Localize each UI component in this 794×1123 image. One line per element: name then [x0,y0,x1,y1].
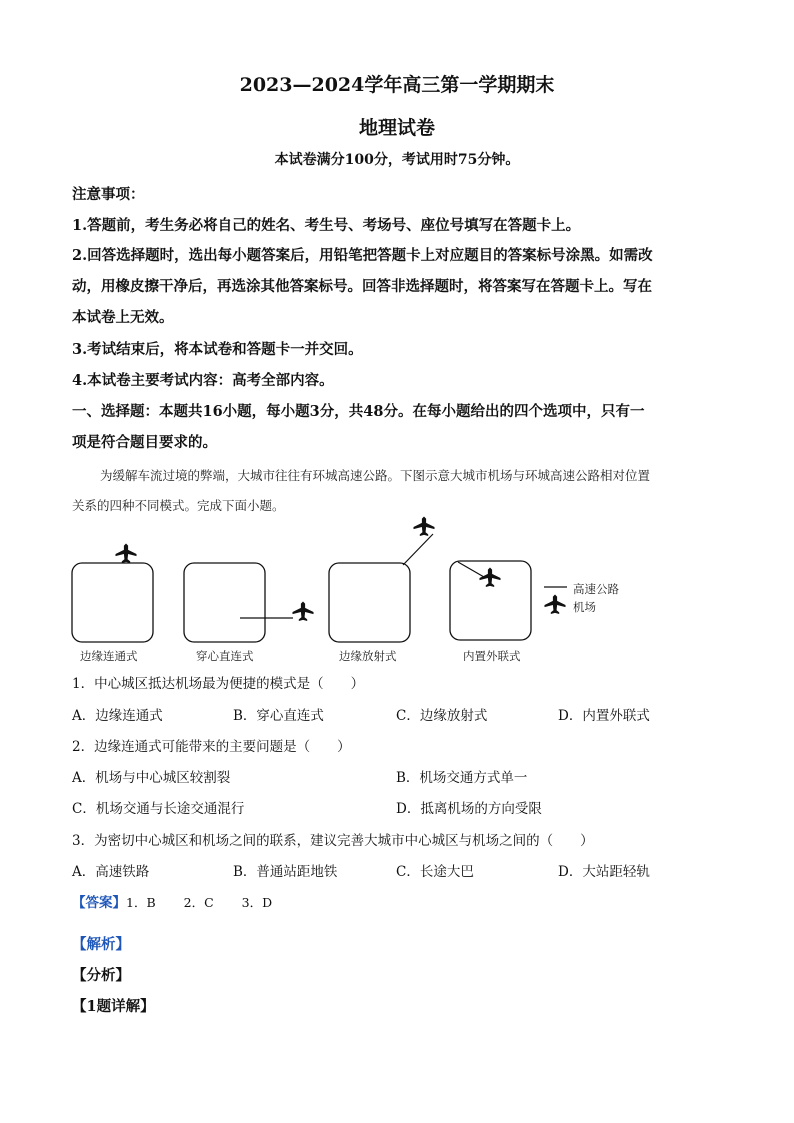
answer-label: 【答案】 [72,895,126,911]
fenxi-label: 【分析】 [72,967,130,984]
material-line-2: 关系的四种不同模式。完成下面小题。 [72,498,285,513]
model-label-3: 边缘放射式 [339,649,397,663]
airplane-icon [414,517,435,536]
question-1-option-c[interactable]: C．边缘放射式 [396,708,488,724]
model-label-1: 边缘连通式 [80,649,138,663]
answer-3: 3．D [241,895,273,910]
notice-item-2-line-1: 2.回答选择题时，选出每小题答案后，用铅笔把答题卡上对应题目的答案标号涂黑。如需改 [72,247,653,264]
answer-row [72,891,272,911]
question-1-option-b[interactable]: B．穿心直连式 [233,708,324,724]
model-label-4: 内置外联式 [463,649,521,663]
question-3-option-d[interactable]: D．大站距轻轨 [558,864,650,880]
question-3-option-a[interactable]: A．高速铁路 [72,864,150,880]
question-1-stem: 1．中心城区抵达机场最为便捷的模式是（ ） [72,676,365,692]
question-1-option-d[interactable]: D．内置外联式 [558,708,650,724]
question-1-detail-label: 【1题详解】 [72,998,155,1015]
model-inner-outer [450,561,531,640]
analysis-label: 【解析】 [72,936,130,953]
section-heading-line-2: 项是符合题目要求的。 [72,434,217,451]
answer-1: 1．B [126,895,156,910]
notice-item-1: 1.答题前，考生务必将自己的姓名、考生号、考场号、座位号填写在答题卡上。 [72,217,581,234]
model-label-2: 穿心直连式 [196,649,254,663]
question-2-option-d[interactable]: D．抵离机场的方向受限 [396,801,542,817]
highway-line-3 [403,534,433,565]
question-3-stem: 3．为密切中心城区和机场之间的联系，建议完善大城市中心城区与机场之间的（ ） [72,833,594,849]
question-2-stem: 2．边缘连通式可能带来的主要问题是（ ） [72,739,351,755]
material-line-1: 为缓解车流过境的弊端，大城市往往有环城高速公路。下图示意大城市机场与环城高速公路相对位置 [100,468,651,483]
subject-title: 地理试卷 [358,117,435,139]
airplane-icon [480,568,501,587]
question-1-option-a[interactable]: A．边缘连通式 [72,708,163,724]
notice-heading: 注意事项： [72,186,145,203]
notice-item-2-line-3: 本试卷上无效。 [72,309,174,326]
legend-highway-label: 高速公路 [573,582,619,596]
city-ring-road-3 [329,563,410,642]
model-edge-connected [72,544,153,642]
airplane-icon [293,602,314,621]
legend-airport-label: 机场 [573,600,596,614]
diagram-legend [544,587,567,614]
notice-item-2-line-2: 动，用橡皮擦干净后，再选涂其他答案标号。回答非选择题时，将答案写在答题卡上。写在 [72,278,652,295]
question-3-option-b[interactable]: B．普通站距地铁 [233,864,338,880]
model-edge-radial [329,517,435,642]
question-2-option-c[interactable]: C．机场交通与长途交通混行 [72,801,245,817]
question-2-option-b[interactable]: B．机场交通方式单一 [396,770,528,786]
city-ring-road-1 [72,563,153,642]
answer-2: 2．C [183,895,214,910]
question-2-option-a[interactable]: A．机场与中心城区较割裂 [72,770,231,786]
exam-subtitle: 本试卷满分100分，考试用时75分钟。 [274,152,520,168]
question-3-option-c[interactable]: C．长途大巴 [396,864,474,880]
city-ring-road-2 [184,563,265,642]
airplane-icon [116,544,137,563]
exam-title: 2023—2024学年高三第一学期期末 [239,74,555,96]
highway-line-4 [458,562,484,577]
notice-item-4: 4.本试卷主要考试内容：高考全部内容。 [72,372,334,389]
section-heading-line-1: 一、选择题：本题共16小题，每小题3分，共48分。在每小题给出的四个选项中，只有一 [72,403,645,420]
notice-item-3: 3.考试结束后，将本试卷和答题卡一并交回。 [72,341,363,358]
airplane-icon [545,595,566,614]
model-center-direct [184,563,314,642]
